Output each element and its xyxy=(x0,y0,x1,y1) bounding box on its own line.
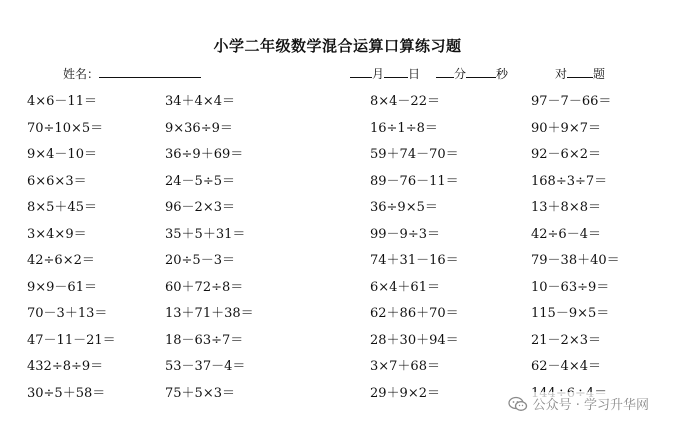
problem: 6×6×3＝ xyxy=(27,173,87,189)
problem-row xyxy=(0,169,675,196)
problem: 21－2×3＝ xyxy=(531,332,601,348)
problem: 42÷6×2＝ xyxy=(27,253,95,268)
problem: 42÷6－4＝ xyxy=(531,226,601,242)
problem: 8×4－22＝ xyxy=(370,94,440,109)
problem: 62－4×4＝ xyxy=(531,359,601,374)
problem: 30÷5＋58＝ xyxy=(27,385,106,401)
watermark xyxy=(504,392,653,415)
problem: 89－76－11＝ xyxy=(370,173,459,189)
problem: 62＋86＋70＝ xyxy=(370,306,459,321)
problem: 18－63÷7＝ xyxy=(165,332,244,348)
problem: 97－7－66＝ xyxy=(531,94,612,109)
problem: 8×5＋45＝ xyxy=(27,200,97,215)
problem: 16÷1÷8＝ xyxy=(370,120,438,136)
problem: 3×7＋68＝ xyxy=(370,359,440,374)
problem: 13＋8×8＝ xyxy=(531,200,601,215)
second-label: 秒 xyxy=(496,67,509,81)
time-field xyxy=(350,65,508,82)
problem: 36÷9＋69＝ xyxy=(165,147,244,162)
problem: 74＋31－16＝ xyxy=(370,253,459,268)
score-blank xyxy=(567,65,593,78)
problem-row xyxy=(0,116,675,143)
problem: 168÷3÷7＝ xyxy=(531,173,608,189)
problem: 70－3＋13＝ xyxy=(27,306,108,321)
problem-row xyxy=(0,89,675,116)
problem-row xyxy=(0,195,675,222)
problem: 13＋71＋38＝ xyxy=(165,306,254,321)
problem-row xyxy=(0,275,675,302)
name-field xyxy=(63,65,201,82)
problem: 9×4－10＝ xyxy=(27,147,97,162)
problem: 53－37－4＝ xyxy=(165,359,246,374)
month-blank xyxy=(350,65,372,78)
problem: 59＋74－70＝ xyxy=(370,147,459,162)
second-blank xyxy=(466,65,496,78)
problem-row xyxy=(0,354,675,381)
problem: 96－2×3＝ xyxy=(165,200,235,215)
problem: 3×4×9＝ xyxy=(27,226,87,242)
problem: 6×4＋61＝ xyxy=(370,279,440,295)
problem: 35＋5＋31＝ xyxy=(165,226,246,242)
problem-row xyxy=(0,301,675,328)
minute-label: 分 xyxy=(454,67,467,81)
problem: 115－9×5＝ xyxy=(531,306,610,321)
problem: 79－38＋40＝ xyxy=(531,253,620,268)
problem-row xyxy=(0,328,675,355)
problem: 29＋9×2＝ xyxy=(370,385,440,401)
problem: 4×6－11＝ xyxy=(27,94,97,109)
problem-grid xyxy=(0,89,675,407)
problem: 92－6×2＝ xyxy=(531,147,601,162)
watermark-text: 公众号 · 学习升华网 xyxy=(532,398,649,413)
problem: 90＋9×7＝ xyxy=(531,120,601,136)
problem-row xyxy=(0,248,675,275)
score-field xyxy=(555,65,605,82)
minute-blank xyxy=(436,65,454,78)
problem: 47－11－21＝ xyxy=(27,332,116,348)
day-blank xyxy=(384,65,408,78)
problem: 432÷8÷9＝ xyxy=(27,359,104,374)
problem: 75＋5×3＝ xyxy=(165,385,235,401)
name-label: 姓名： xyxy=(63,67,100,81)
problem: 28＋30＋94＝ xyxy=(370,332,459,348)
month-label: 月 xyxy=(372,67,385,81)
question-label: 题 xyxy=(593,67,606,81)
problem: 36÷9×5＝ xyxy=(370,200,438,215)
problem-row xyxy=(0,142,675,169)
problem: 9×9－61＝ xyxy=(27,279,97,295)
page-title: 小学二年级数学混合运算口算练习题 xyxy=(213,37,462,55)
problem: 9×36÷9＝ xyxy=(165,120,233,136)
problem: 60＋72÷8＝ xyxy=(165,279,244,295)
day-label: 日 xyxy=(408,67,421,81)
problem-row xyxy=(0,222,675,249)
correct-label: 对 xyxy=(555,67,568,81)
problem: 10－63÷9＝ xyxy=(531,279,610,295)
problem: 24－5÷5＝ xyxy=(165,173,235,189)
name-blank xyxy=(99,65,201,78)
problem: 99－9÷3＝ xyxy=(370,226,440,242)
wechat-icon xyxy=(508,396,528,412)
problem: 70÷10×5＝ xyxy=(27,120,104,136)
problem: 20÷5－3＝ xyxy=(165,253,235,268)
problem: 34＋4×4＝ xyxy=(165,94,235,109)
